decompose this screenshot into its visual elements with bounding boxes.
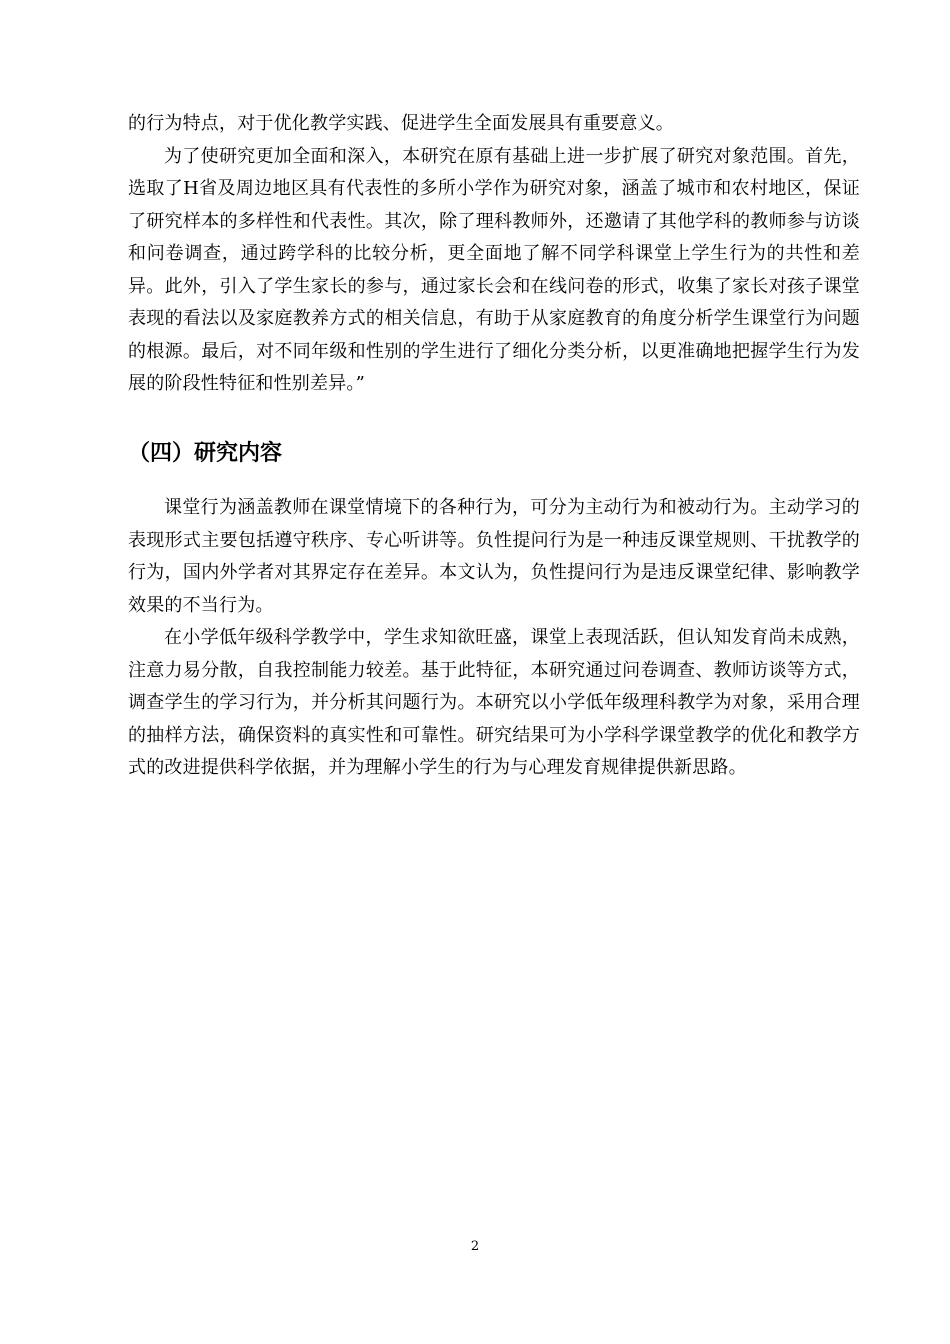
- section-body: [128, 492, 860, 785]
- research-content-paragraph-2: 在小学低年级科学教学中，学生求知欲旺盛，课堂上表现活跃，但认知发育尚未成熟，注意力易分散，自我控制能力较差。基于此特征，本研究通过问卷调查、教师访谈等方式，调查学生的学习行为，并分析其问题行为。本研究以小学低年级理科教学为对象，采用合理的抽样方法，确保资料的真实性和可靠性。研究结果可为小学科学课堂教学的优化和教学方式的改进提供科学依据，并为理解小学生的行为与心理发育规律提供新思路。: [128, 627, 860, 778]
- research-scope-paragraph: 为了使研究更加全面和深入，本研究在原有基础上进一步扩展了研究对象范围。首先，选取了H省及周边地区具有代表性的多所小学作为研究对象，涵盖了城市和农村地区，保证了研究样本的多样性和代表性。其次，除了理科教师外，还邀请了其他学科的教师参与访谈和问卷调查，通过跨学科的比较分析，更全面地了解不同学科课堂上学生行为的共性和差异。此外，引入了学生家长的参与，通过家长会和在线问卷的形式，收集了家长对孩子课堂表现的看法以及家庭教养方式的相关信息，有助于从家庭教育的角度分析学生课堂行为问题的根源。最后，对不同年级和性别的学生进行了细化分类分析，以更准确地把握学生行为发展的阶段性特征和性别差异。”: [128, 145, 860, 394]
- research-content-paragraph-1: 课堂行为涵盖教师在课堂情境下的各种行为，可分为主动行为和被动行为。主动学习的表现形式主要包括遵守秩序、专心听讲等。负性提问行为是一种违反课堂规则、干扰教学的行为，国内外学者对其界定存在差异。本文认为，负性提问行为是违反课堂纪律、影响教学效果的不当行为。: [128, 497, 860, 616]
- section-heading: （四）研究内容: [128, 441, 283, 466]
- continued-paragraph: 的行为特点，对于优化教学实践、促进学生全面发展具有重要意义。: [128, 113, 674, 134]
- page-number: 2: [470, 1239, 480, 1254]
- opening-text: [128, 108, 860, 401]
